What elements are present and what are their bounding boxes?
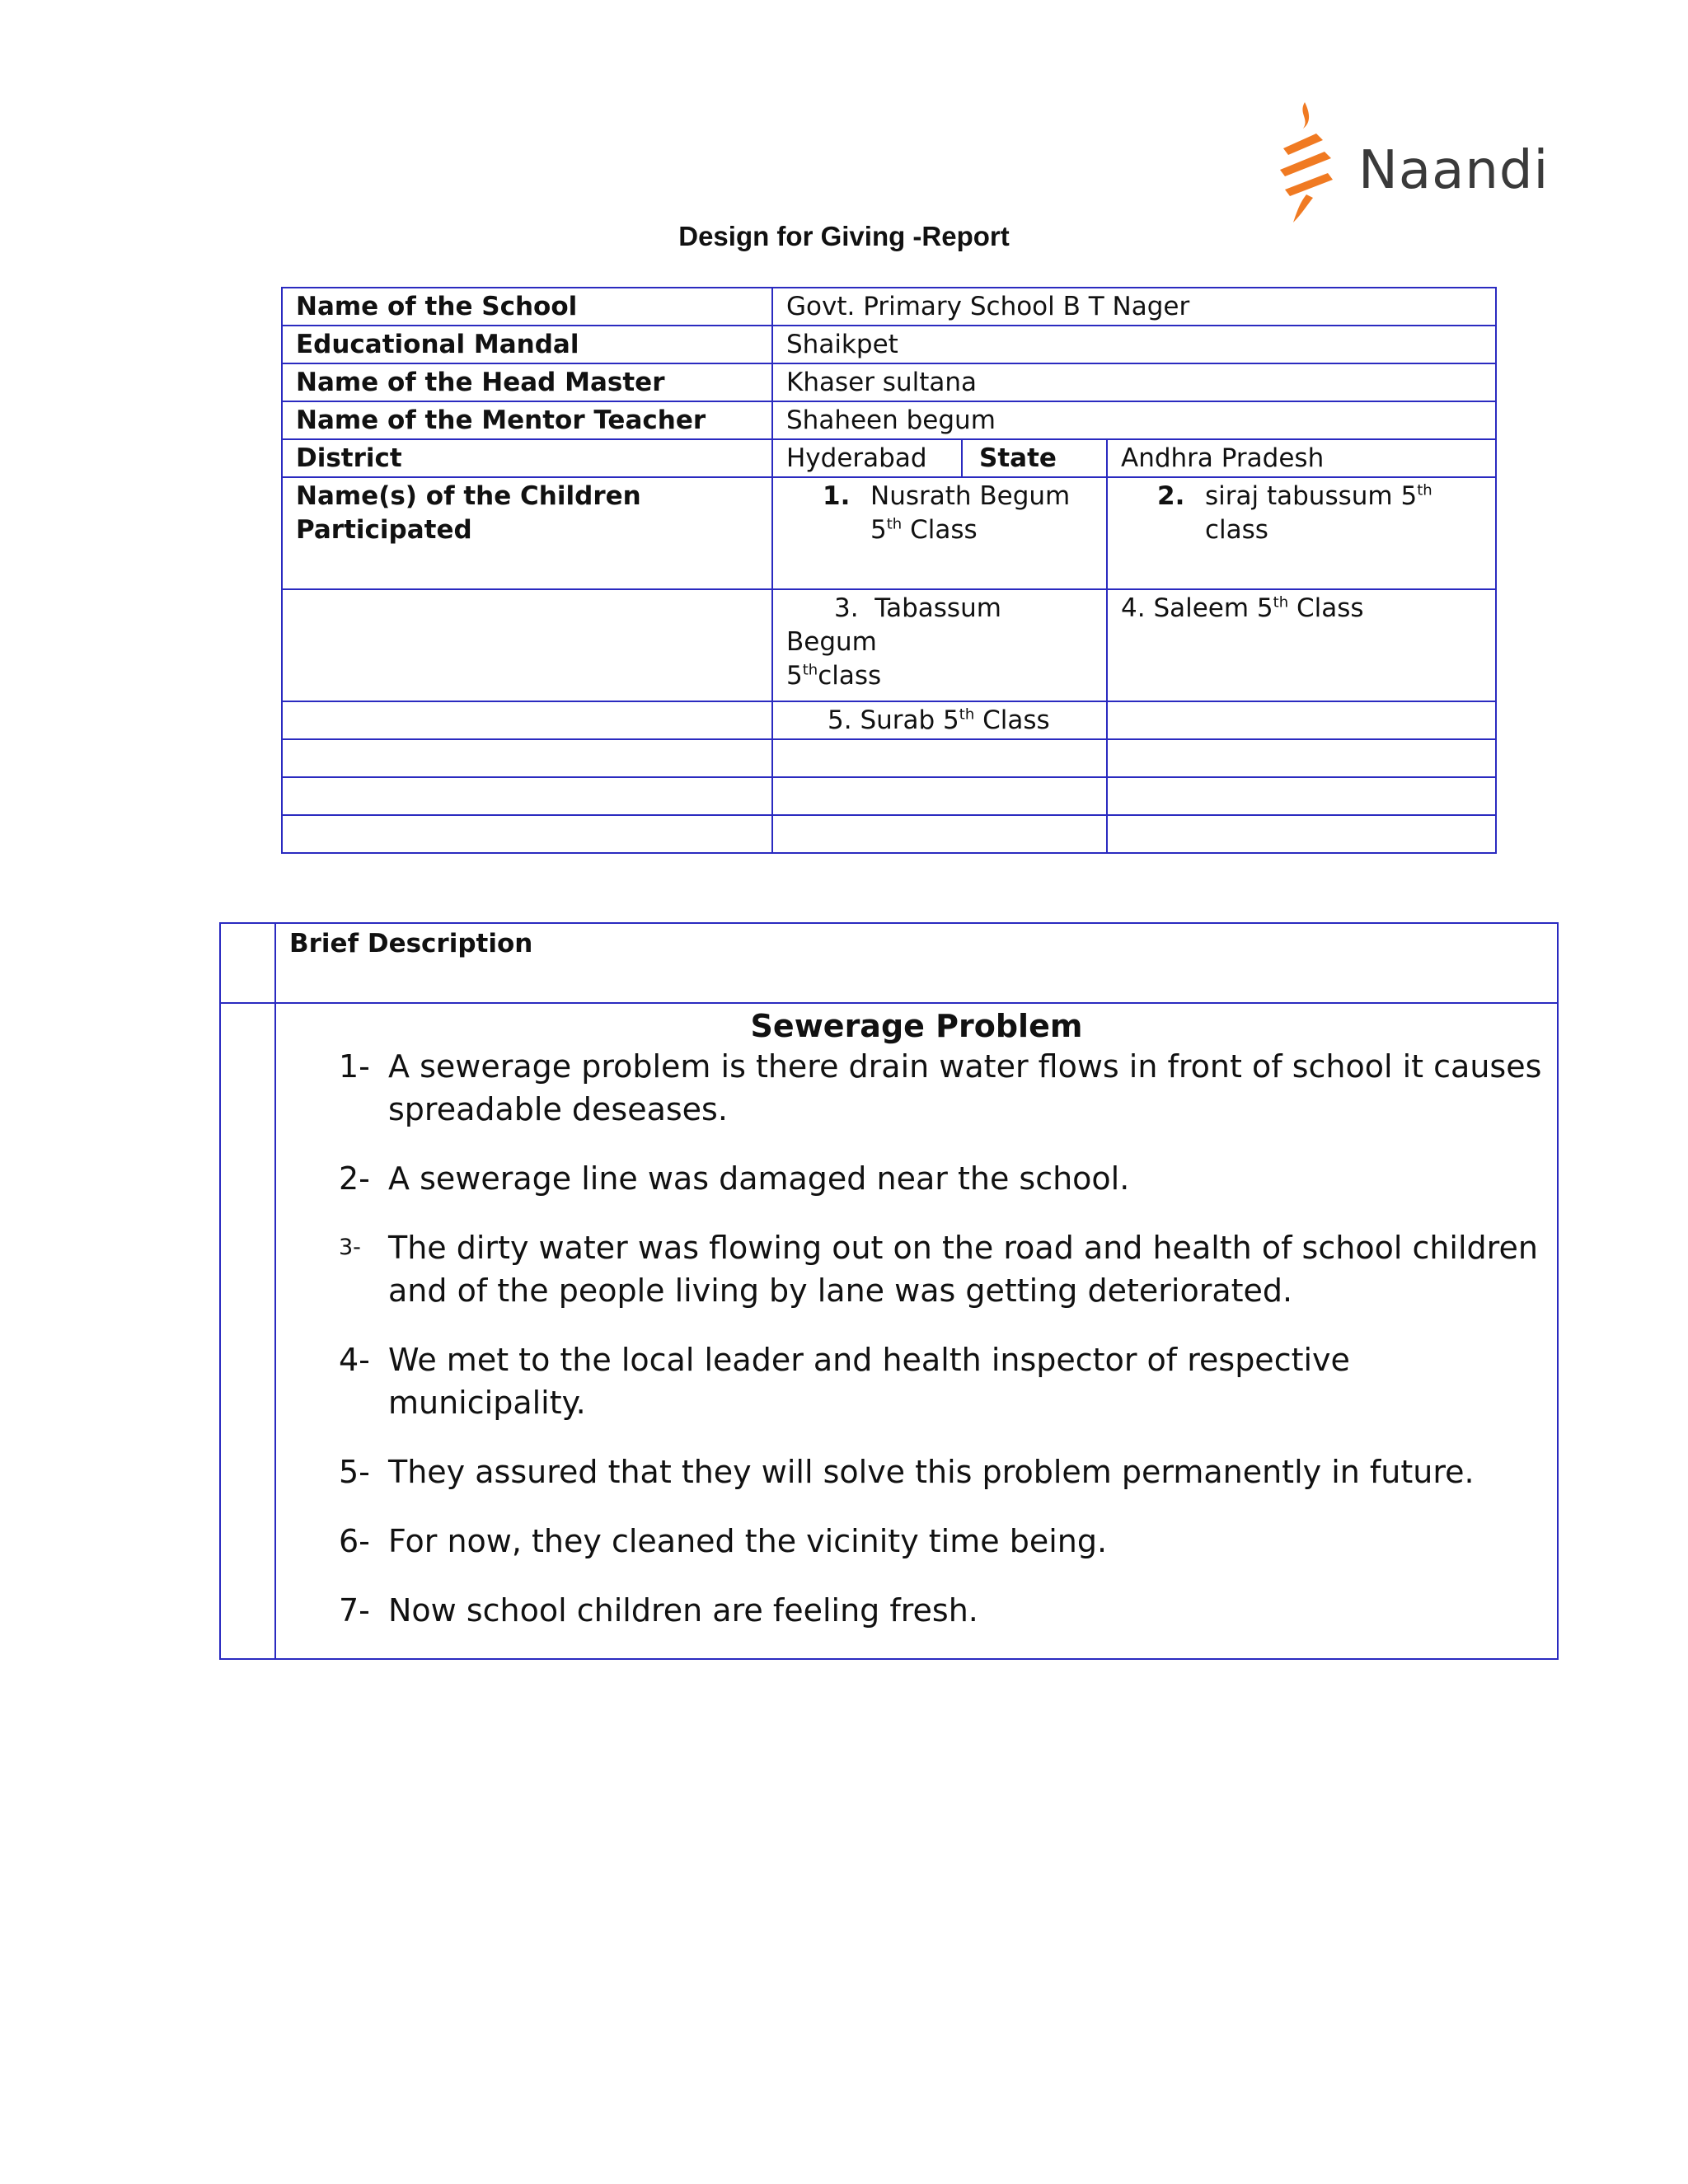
- mentor-label: Name of the Mentor Teacher: [282, 401, 772, 439]
- district-label: District: [282, 439, 772, 477]
- table-row: [220, 923, 1558, 1003]
- table-row: [282, 777, 1496, 815]
- mentor-value: Shaheen begum: [772, 401, 1496, 439]
- child-2: 2. siraj tabussum 5th class: [1107, 477, 1496, 589]
- child-1: 1. Nusrath Begum 5th Class: [772, 477, 1107, 589]
- description-body: [275, 1003, 1558, 1659]
- table-row: [282, 589, 1496, 701]
- table-row: [282, 288, 1496, 326]
- flame-icon: [1273, 97, 1356, 229]
- list-item: 6- For now, they cleaned the vicinity time being.: [339, 1523, 1108, 1559]
- state-value: Andhra Pradesh: [1107, 439, 1496, 477]
- mandal-value: Shaikpet: [772, 326, 1496, 363]
- school-info-table: [281, 287, 1497, 854]
- logo-text: Naandi: [1358, 140, 1550, 201]
- list-item: 2- A sewerage line was damaged near the school.: [339, 1160, 1130, 1197]
- table-row: [282, 401, 1496, 439]
- naandi-logo: [1273, 97, 1550, 229]
- page-title: Design for Giving -Report: [678, 221, 1010, 251]
- description-heading: Sewerage Problem: [750, 1008, 1083, 1044]
- table-row: [282, 815, 1496, 853]
- table-row: [282, 326, 1496, 363]
- children-label: Name(s) of the Children Participated: [282, 477, 772, 589]
- table-row: [282, 363, 1496, 401]
- description-table: [219, 922, 1559, 1660]
- district-value: Hyderabad: [772, 439, 962, 477]
- list-item: 7- Now school children are feeling fresh.: [339, 1592, 978, 1629]
- table-row: [282, 439, 1496, 477]
- description-list: [276, 1045, 1557, 1632]
- school-label: Name of the School: [282, 288, 772, 326]
- school-value: Govt. Primary School B T Nager: [772, 288, 1496, 326]
- list-item: 5- They assured that they will solve this problem permanently in future.: [339, 1454, 1475, 1490]
- list-item: 3- The dirty water was flowing out on the road and health of school children and of the people living by lane was getting deteriorated.: [339, 1230, 1538, 1309]
- mandal-label: Educational Mandal: [282, 326, 772, 363]
- table-row: [220, 1003, 1558, 1659]
- brief-description-label: Brief Description: [275, 923, 1558, 1003]
- list-item: 4- We met to the local leader and health inspector of respective municipality.: [339, 1342, 1350, 1421]
- child-3: 3. Tabassum Begum 5thclass: [772, 589, 1107, 701]
- table-row: [282, 701, 1496, 739]
- child-5: 5. Surab 5th Class: [772, 701, 1107, 739]
- table-row: [282, 477, 1496, 589]
- list-item: 1- A sewerage problem is there drain water flows in front of school it causes spreadable deseases.: [339, 1048, 1542, 1127]
- table-row: [282, 739, 1496, 777]
- headmaster-value: Khaser sultana: [772, 363, 1496, 401]
- headmaster-label: Name of the Head Master: [282, 363, 772, 401]
- state-label: State: [962, 439, 1107, 477]
- child-4: 4. Saleem 5th Class: [1107, 589, 1496, 701]
